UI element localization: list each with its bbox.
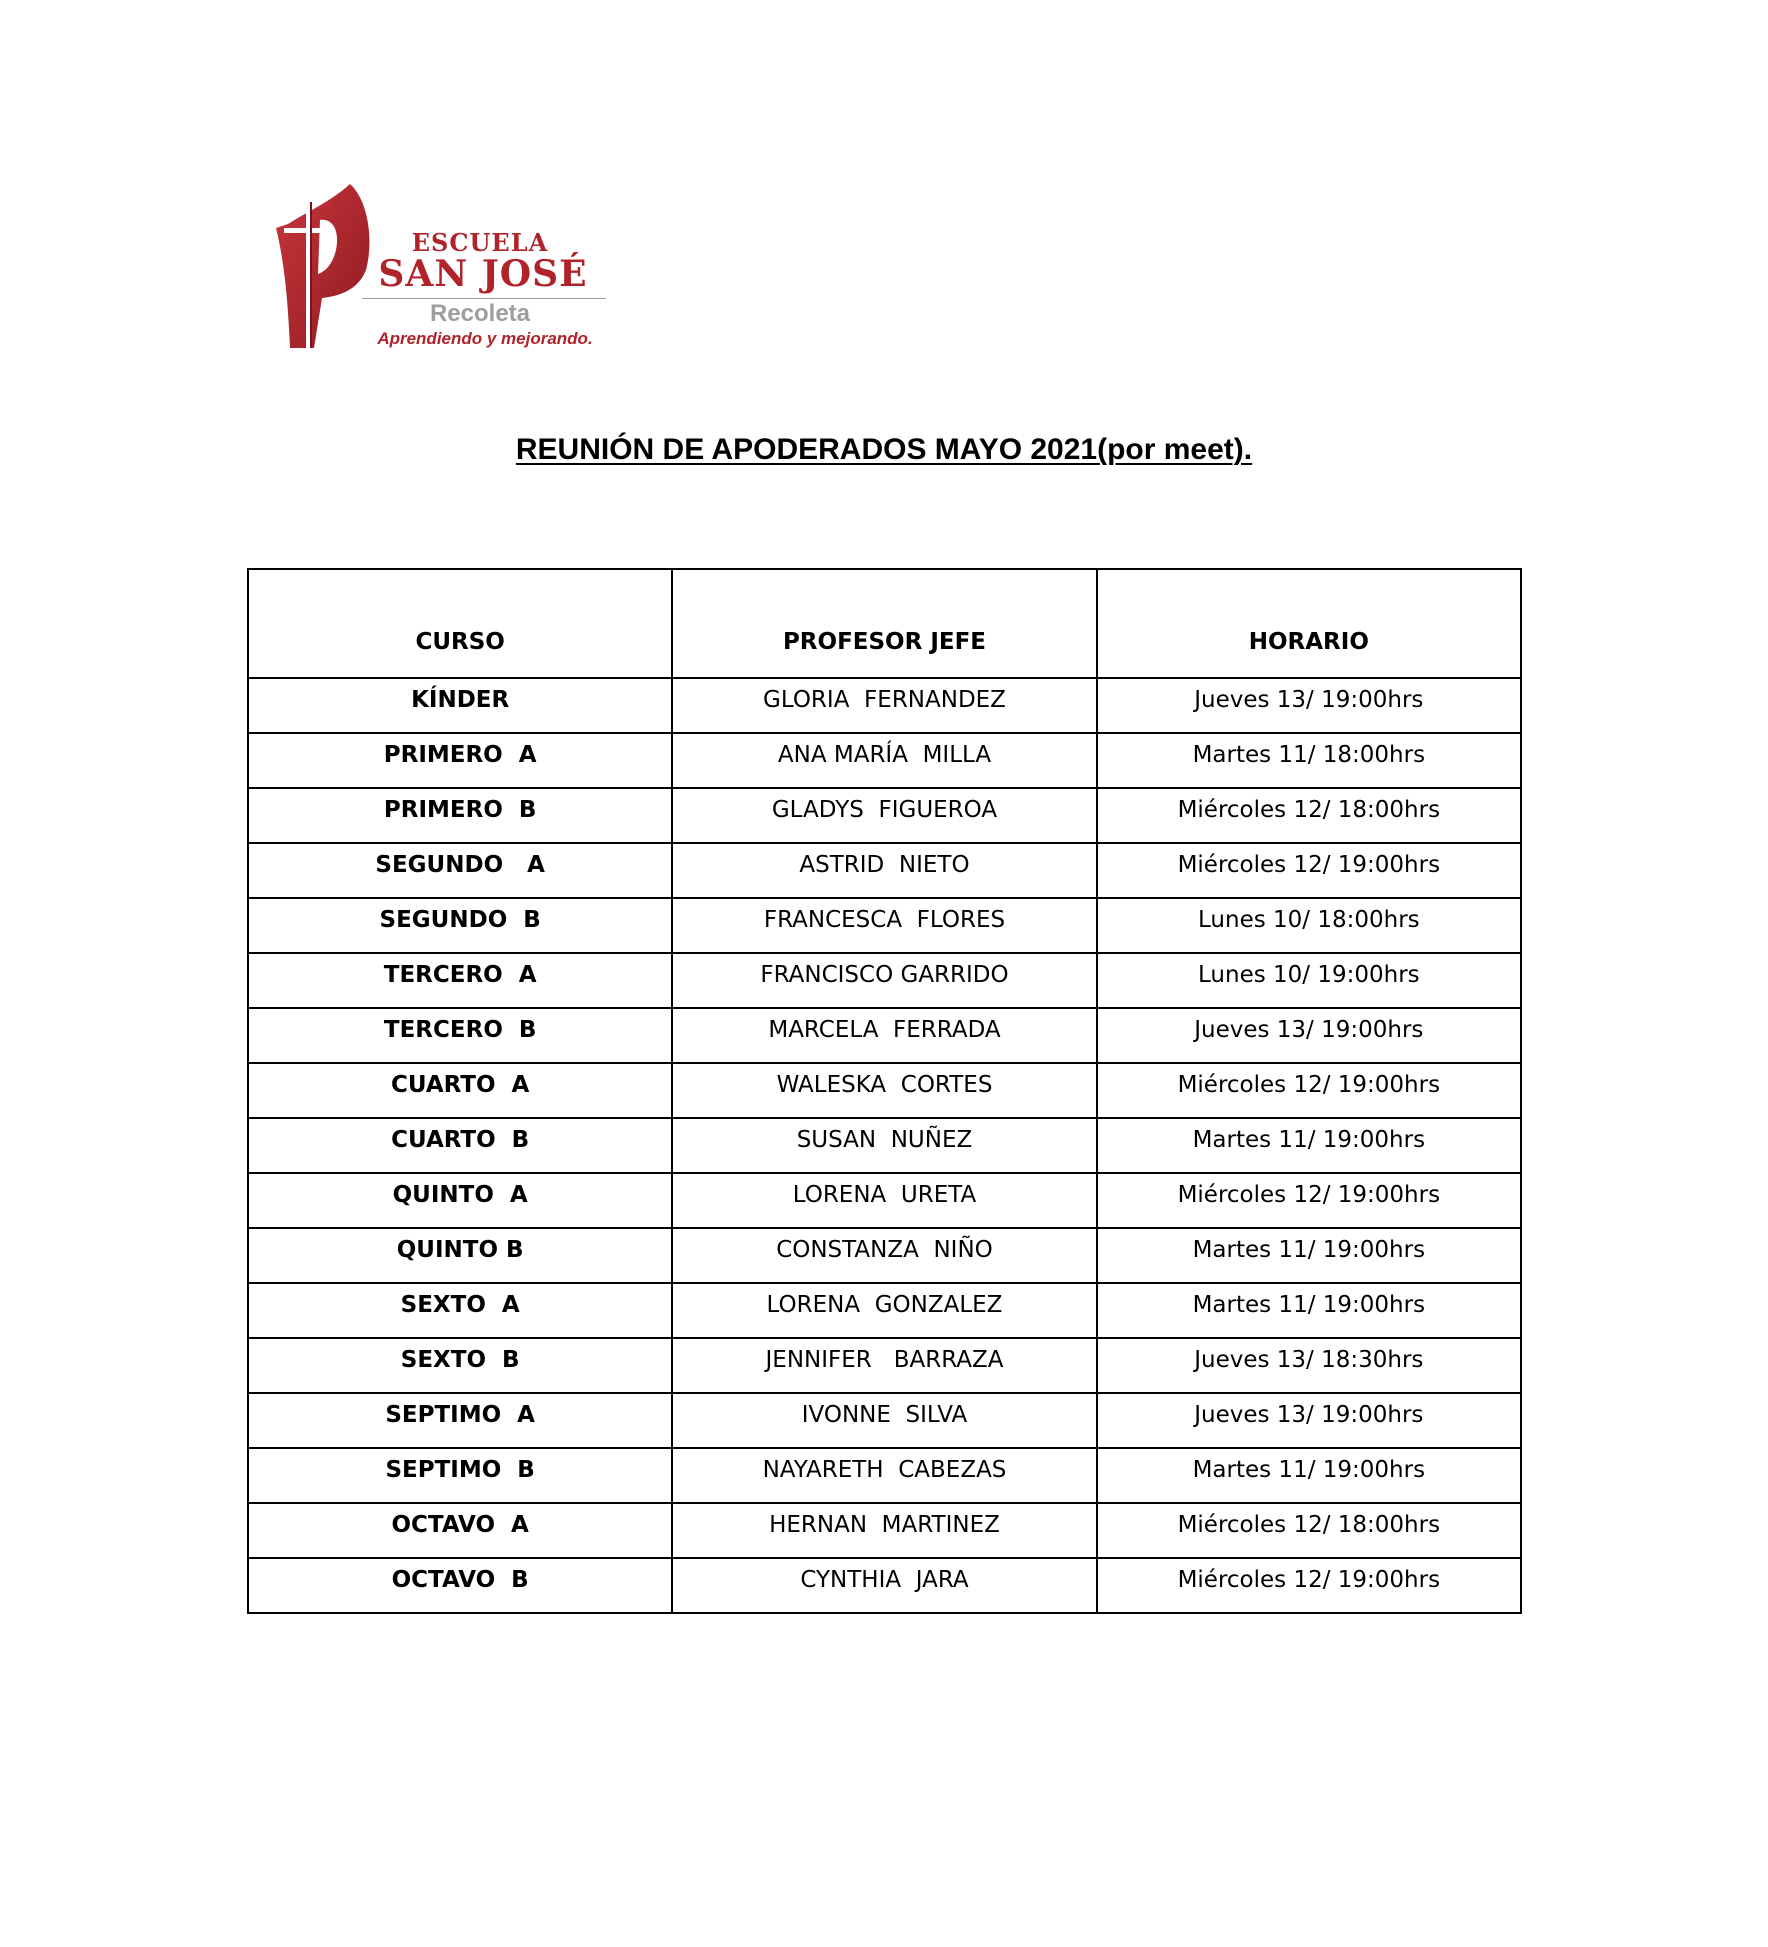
table-header-row [248,569,1521,678]
page-title: REUNIÓN DE APODERADOS MAYO 2021(por meet). [515,433,1253,466]
cell-horario: Miércoles 12/ 18:00hrs [1097,1503,1521,1558]
cell-curso: SEXTO B [248,1338,672,1393]
cell-curso: PRIMERO A [248,733,672,788]
cell-curso: QUINTO B [248,1228,672,1283]
table-row [248,953,1521,1008]
cell-curso: CUARTO B [248,1118,672,1173]
table-row [248,1393,1521,1448]
cell-horario: Jueves 13/ 19:00hrs [1097,1008,1521,1063]
cell-profesor-jefe: MARCELA FERRADA [672,1008,1096,1063]
cell-profesor-jefe: FRANCISCO GARRIDO [672,953,1096,1008]
table-row [248,1228,1521,1283]
cell-horario: Jueves 13/ 19:00hrs [1097,1393,1521,1448]
cell-curso: SEXTO A [248,1283,672,1338]
cell-profesor-jefe: GLORIA FERNANDEZ [672,678,1096,733]
cell-horario: Miércoles 12/ 19:00hrs [1097,1558,1521,1613]
cell-profesor-jefe: NAYARETH CABEZAS [672,1448,1096,1503]
cell-curso: SEGUNDO B [248,898,672,953]
logo-divider [362,298,606,299]
cell-curso: PRIMERO B [248,788,672,843]
table-row [248,1283,1521,1338]
cell-curso: CUARTO A [248,1063,672,1118]
cell-profesor-jefe: SUSAN NUÑEZ [672,1118,1096,1173]
table-row [248,1338,1521,1393]
cell-curso: OCTAVO A [248,1503,672,1558]
cell-profesor-jefe: LORENA URETA [672,1173,1096,1228]
cell-curso: KÍNDER [248,678,672,733]
cell-profesor-jefe: GLADYS FIGUEROA [672,788,1096,843]
cell-profesor-jefe: JENNIFER BARRAZA [672,1338,1096,1393]
header-curso: CURSO [248,569,672,678]
cell-profesor-jefe: CONSTANZA NIÑO [672,1228,1096,1283]
table-row [248,1063,1521,1118]
cell-horario: Miércoles 12/ 19:00hrs [1097,1173,1521,1228]
header-horario: HORARIO [1097,569,1521,678]
cell-horario: Martes 11/ 19:00hrs [1097,1448,1521,1503]
cell-curso: SEPTIMO A [248,1393,672,1448]
logo-text-escuela: ESCUELA [411,228,549,257]
logo-tagline: Aprendiendo y mejorando. [377,329,593,348]
logo-text-san-jose: SAN JOSÉ [378,253,588,295]
schedule-table [247,568,1522,1614]
cell-horario: Martes 11/ 18:00hrs [1097,733,1521,788]
cell-curso: TERCERO B [248,1008,672,1063]
school-logo [270,180,620,352]
table-row [248,898,1521,953]
cell-curso: OCTAVO B [248,1558,672,1613]
cell-profesor-jefe: IVONNE SILVA [672,1393,1096,1448]
cell-horario: Miércoles 12/ 19:00hrs [1097,843,1521,898]
table-row [248,788,1521,843]
table-row [248,843,1521,898]
cell-profesor-jefe: ANA MARÍA MILLA [672,733,1096,788]
cell-horario: Miércoles 12/ 19:00hrs [1097,1063,1521,1118]
cell-horario: Jueves 13/ 18:30hrs [1097,1338,1521,1393]
table-row [248,1448,1521,1503]
cell-profesor-jefe: CYNTHIA JARA [672,1558,1096,1613]
logo-text-recoleta: Recoleta [429,300,531,327]
cell-curso: TERCERO A [248,953,672,1008]
cell-profesor-jefe: WALESKA CORTES [672,1063,1096,1118]
cell-horario: Martes 11/ 19:00hrs [1097,1283,1521,1338]
cell-curso: SEPTIMO B [248,1448,672,1503]
cell-horario: Miércoles 12/ 18:00hrs [1097,788,1521,843]
p-cross-emblem-icon [270,180,380,352]
cell-horario: Lunes 10/ 18:00hrs [1097,898,1521,953]
cell-curso: QUINTO A [248,1173,672,1228]
table-row [248,1503,1521,1558]
cell-horario: Lunes 10/ 19:00hrs [1097,953,1521,1008]
table-row [248,1118,1521,1173]
cell-profesor-jefe: ASTRID NIETO [672,843,1096,898]
table-row [248,733,1521,788]
table-row [248,1173,1521,1228]
header-profesor-jefe: PROFESOR JEFE [672,569,1096,678]
cell-profesor-jefe: FRANCESCA FLORES [672,898,1096,953]
cell-curso: SEGUNDO A [248,843,672,898]
cell-profesor-jefe: HERNAN MARTINEZ [672,1503,1096,1558]
table-row [248,1558,1521,1613]
cell-horario: Martes 11/ 19:00hrs [1097,1118,1521,1173]
cell-horario: Jueves 13/ 19:00hrs [1097,678,1521,733]
table-row [248,678,1521,733]
cell-horario: Martes 11/ 19:00hrs [1097,1228,1521,1283]
table-row [248,1008,1521,1063]
cell-profesor-jefe: LORENA GONZALEZ [672,1283,1096,1338]
